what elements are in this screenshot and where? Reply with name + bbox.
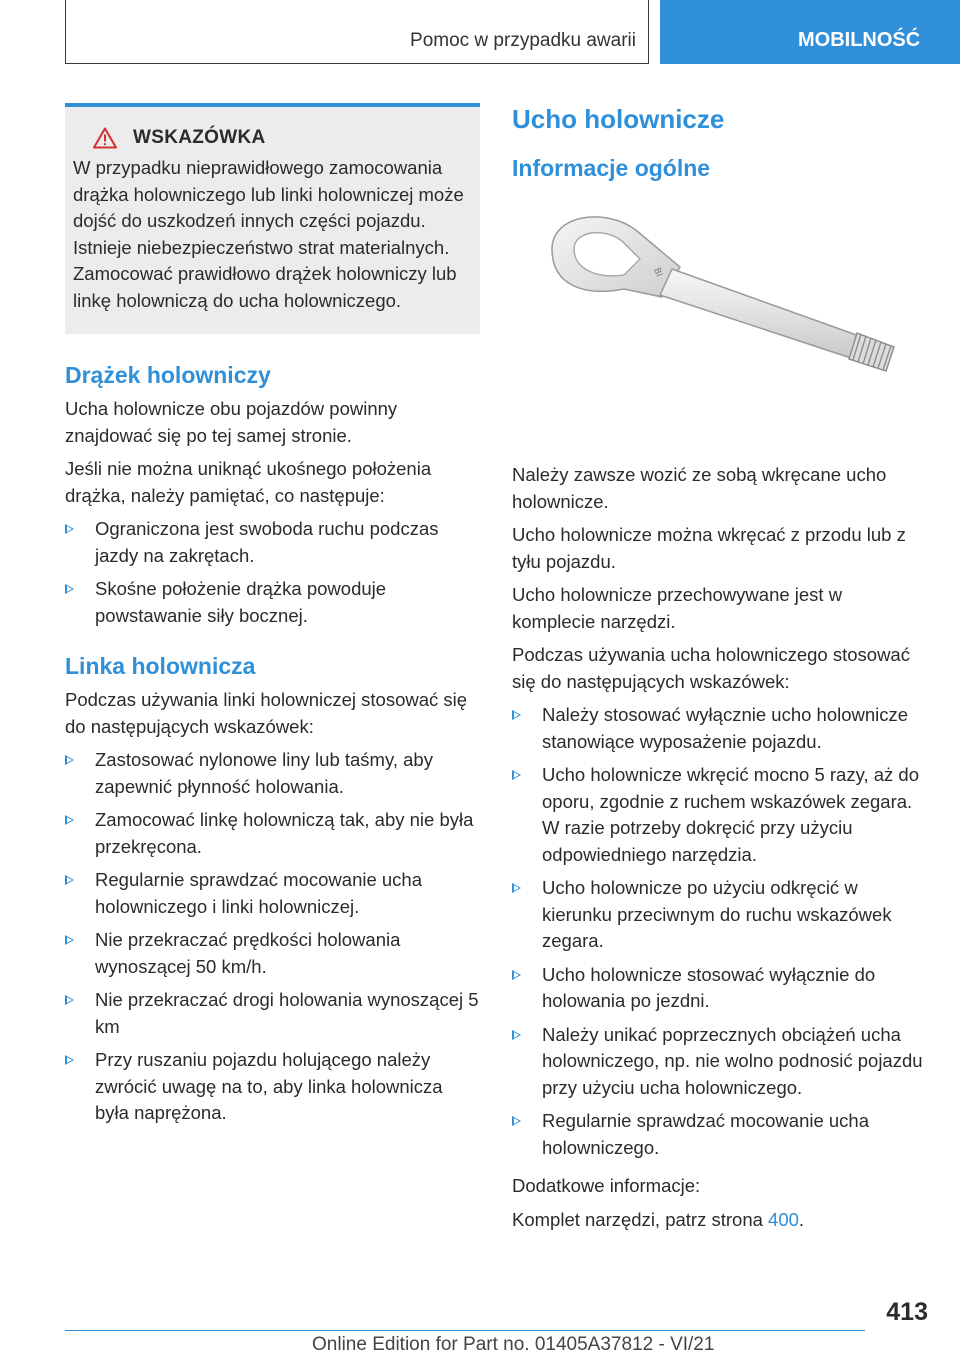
warning-box xyxy=(65,103,480,334)
towrope-heading: Linka holownicza xyxy=(65,653,256,679)
toweye-list xyxy=(512,702,930,1161)
bullet-icon xyxy=(512,770,521,780)
list-item: Regularnie sprawdzać mocowanie ucha holowniczego. xyxy=(512,1108,930,1161)
toweye-title: Ucho holownicze xyxy=(512,104,725,134)
cross-reference: Komplet narzędzi, patrz strona 400. xyxy=(512,1208,805,1230)
header-section-tab xyxy=(660,0,960,64)
warning-triangle-icon xyxy=(93,127,117,149)
toweye-paragraph-4: Podczas używania ucha holowniczego stosować się do następujących wskazówek: xyxy=(512,644,910,692)
toweye-paragraph-2: Ucho holownicze można wkręcać z przodu lub z tyłu pojazdu. xyxy=(512,524,906,572)
list-item: Ucho holownicze po użyciu odkręcić w kierunku przeciwnym do ruchu wskazówek zegara. xyxy=(512,875,930,955)
footer-divider xyxy=(65,1330,865,1331)
bullet-icon xyxy=(65,935,74,945)
list-item: Zastosować nylonowe liny lub taśmy, aby zapewnić płynność holowania. xyxy=(65,747,480,800)
chapter-title: Pomoc w przypadku awarii xyxy=(410,30,636,51)
toweye-paragraph-1: Należy zawsze wozić ze sobą wkręcane ucho holownicze. xyxy=(512,464,887,512)
more-info-label: Dodatkowe informacje: xyxy=(512,1175,701,1196)
left-column xyxy=(65,103,480,1139)
towrope-paragraph-1: Podczas używania linki holowniczej stosować się do następujących wskazówek: xyxy=(65,689,468,737)
bullet-icon xyxy=(512,883,521,893)
edition-info: Online Edition for Part no. 01405A37812 - VI/21 xyxy=(312,1334,715,1355)
bullet-icon xyxy=(65,995,74,1005)
towrope-list xyxy=(65,747,480,1127)
warning-title: WSKAZÓWKA xyxy=(133,127,266,148)
list-item: Skośne położenie drążka powoduje powstawanie siły bocznej. xyxy=(65,576,480,629)
list-item: Ograniczona jest swoboda ruchu podczas jazdy na zakrętach. xyxy=(65,516,480,569)
tow-eye-illustration xyxy=(512,189,930,439)
svg-text:BI: BI xyxy=(651,266,664,279)
bullet-icon xyxy=(65,1055,74,1065)
page-link[interactable]: 400 xyxy=(768,1208,799,1230)
list-item: Zamocować linkę holowniczą tak, aby nie była przekręcona. xyxy=(65,807,480,860)
bullet-icon xyxy=(65,584,74,594)
towbar-paragraph-1: Ucha holownicze obu pojazdów powinny znajdować się po tej samej stronie. xyxy=(65,398,398,446)
right-column xyxy=(512,103,930,1240)
list-item: Należy unikać poprzecznych obciążeń ucha holowniczego, np. nie wolno podnosić pojazdu przy użyciu ucha holowniczego. xyxy=(512,1022,930,1102)
page-number: 413 xyxy=(886,1298,928,1326)
toweye-paragraph-3: Ucho holownicze przechowywane jest w komplecie narzędzi. xyxy=(512,584,843,632)
bullet-icon xyxy=(512,710,521,720)
bullet-icon xyxy=(512,970,521,980)
bullet-icon xyxy=(65,815,74,825)
bullet-icon xyxy=(65,524,74,534)
list-item: Ucho holownicze stosować wyłącznie do holowania po jezdni. xyxy=(512,962,930,1015)
list-item: Należy stosować wyłącznie ucho holownicze stanowiące wyposażenie pojazdu. xyxy=(512,702,930,755)
section-label: MOBILNOŚĆ xyxy=(798,29,921,51)
list-item: Nie przekraczać prędkości holowania wynoszącej 50 km/h. xyxy=(65,927,480,980)
list-item: Przy ruszaniu pojazdu holującego należy zwrócić uwagę na to, aby linka holownicza była naprężona. xyxy=(65,1047,480,1127)
bullet-icon xyxy=(512,1030,521,1040)
towbar-heading: Drążek holowniczy xyxy=(65,362,271,388)
list-item: Regularnie sprawdzać mocowanie ucha holowniczego i linki holowniczej. xyxy=(65,867,480,920)
list-item: Nie przekraczać drogi holowania wynoszącej 5 km xyxy=(65,987,480,1040)
header-title-box xyxy=(65,0,649,64)
towbar-list xyxy=(65,516,480,629)
warning-text: W przypadku nieprawidłowego zamocowania drążka holowniczego lub linki holowniczej może dojść do uszkodzeń innych części pojazdu. Istnieje niebezpieczeństwo strat materialnych. Zamocować prawidłowo drążek holowniczy lub linkę holowniczą do ucha holowniczego. xyxy=(73,157,464,311)
list-item: Ucho holownicze wkręcić mocno 5 razy, aż do oporu, zgodnie z ruchem wskazówek zegara. W razie potrzeby dokręcić przy użyciu odpowiedniego narzędzia. xyxy=(512,762,930,868)
towbar-paragraph-2: Jeśli nie można uniknąć ukośnego położenia drążka, należy pamiętać, co następuje: xyxy=(65,458,432,506)
toweye-subtitle: Informacje ogólne xyxy=(512,155,711,181)
bullet-icon xyxy=(65,755,74,765)
bullet-icon xyxy=(512,1116,521,1126)
warning-header xyxy=(93,127,472,149)
bullet-icon xyxy=(65,875,74,885)
